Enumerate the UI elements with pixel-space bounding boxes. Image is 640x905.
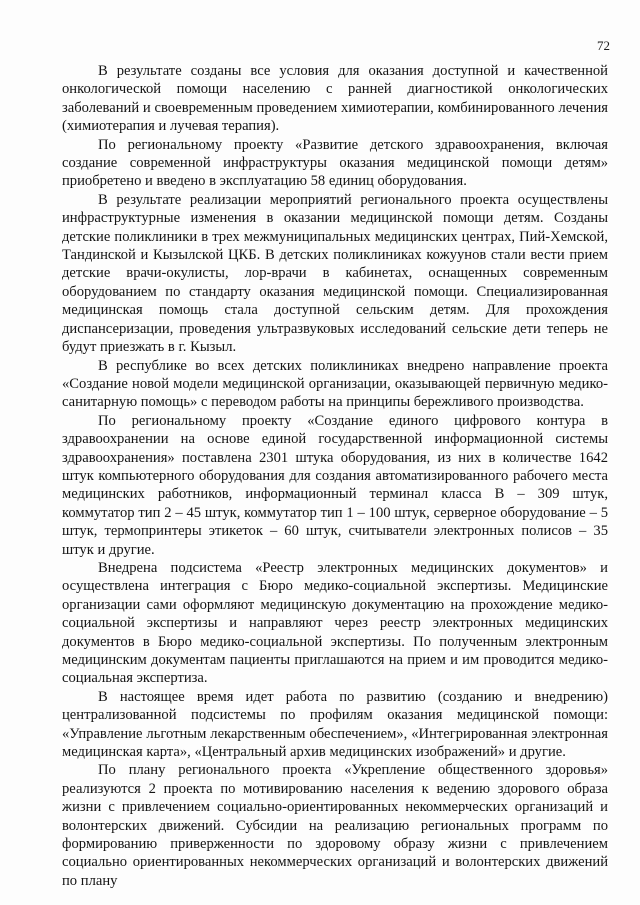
paragraph-1: В результате созданы все условия для оказания доступной и качественной онкологической помощи населению с ранней диагностикой онкологических заболеваний и своевременным проведением химиотерапии, комбинированного лечения (химиотерапия и лучевая терапия). xyxy=(62,63,608,135)
paragraph-7: В настоящее время идет работа по развитию (созданию и внедрению) централизованной подсистемы по профилям оказания медицинской помощи: «Управление льготным лекарственным обеспечением», «Интегрированная электронная медицинская карта», «Центральный архив медицинских изображений» и другие. xyxy=(62,688,608,761)
paragraph-8: По плану регионального проекта «Укрепление общественного здоровья» реализуются 2 проекта по мотивированию населения к ведению здорового образа жизни с привлечением социально-ориентированных некоммерческих организаций и волонтерских движений. Субсидии на реализацию региональных программ по формированию приверженности по здоровому образу жизни с привлечением социально ориентированных некоммерческих организаций и волонтерских движений по плану xyxy=(62,762,608,889)
paragraph-4: В республике во всех детских поликлиниках внедрено направление проекта «Создание новой модели медицинской организации, оказывающей первичную медико-санитарную помощь» с переводом работы на принципы бережливого производства. xyxy=(62,357,608,411)
paragraph-5: По региональному проекту «Создание единого цифрового контура в здравоохранении на основе единой государственной информационной системы здравоохранения» поставлена 2301 штука оборудования, из них в количестве 1642 штук компьютерного оборудования для создания автоматизированного рабочего места медицинских работников, информационный терминал класса В – 309 штук, коммутатор тип 2 – 45 штук, коммутатор тип 1 – 100 штук, серверное оборудование – 5 штук, термопринтеры этикеток – 60 штук, считыватели электронных полисов – 35 штук и другие. xyxy=(62,412,608,558)
document-body xyxy=(62,62,608,890)
paragraph-2: По региональному проекту «Развитие детского здравоохранения, включая создание современной инфраструктуры оказания медицинской помощи детям» приобретено и введено в эксплуатацию 58 единиц оборудования. xyxy=(62,136,608,190)
page-number: 72 xyxy=(597,38,610,53)
paragraph-6: Внедрена подсистема «Реестр электронных медицинских документов» и осуществлена интеграция с Бюро медико-социальной экспертизы. Медицинские организации сами оформляют медицинскую документацию на прохождение медико-социальной экспертизы и направляют через реестр электронных медицинских документов в Бюро медико-социальной экспертизы. По полученным электронным медицинским документам пациенты приглашаются на прием и им проводится медико-социальная экспертиза. xyxy=(62,559,608,687)
paragraph-3: В результате реализации мероприятий регионального проекта осуществлены инфраструктурные изменения в оказании медицинской помощи детям. Созданы детские поликлиники в трех межмуниципальных медицинских центрах, Пий-Хемской, Тандинской и Кызылской ЦКБ. В детских поликлиниках кожуунов стали вести прием детские врачи-окулисты, лор-врачи в кабинетах, оснащенных современным оборудованием по стандарту оказания медицинской помощи. Специализированная медицинская помощь стала доступной сельским детям. Для прохождения диспансеризации, проведения ультразвуковых исследований сельские дети теперь не будут приезжать в г. Кызыл. xyxy=(62,191,608,356)
